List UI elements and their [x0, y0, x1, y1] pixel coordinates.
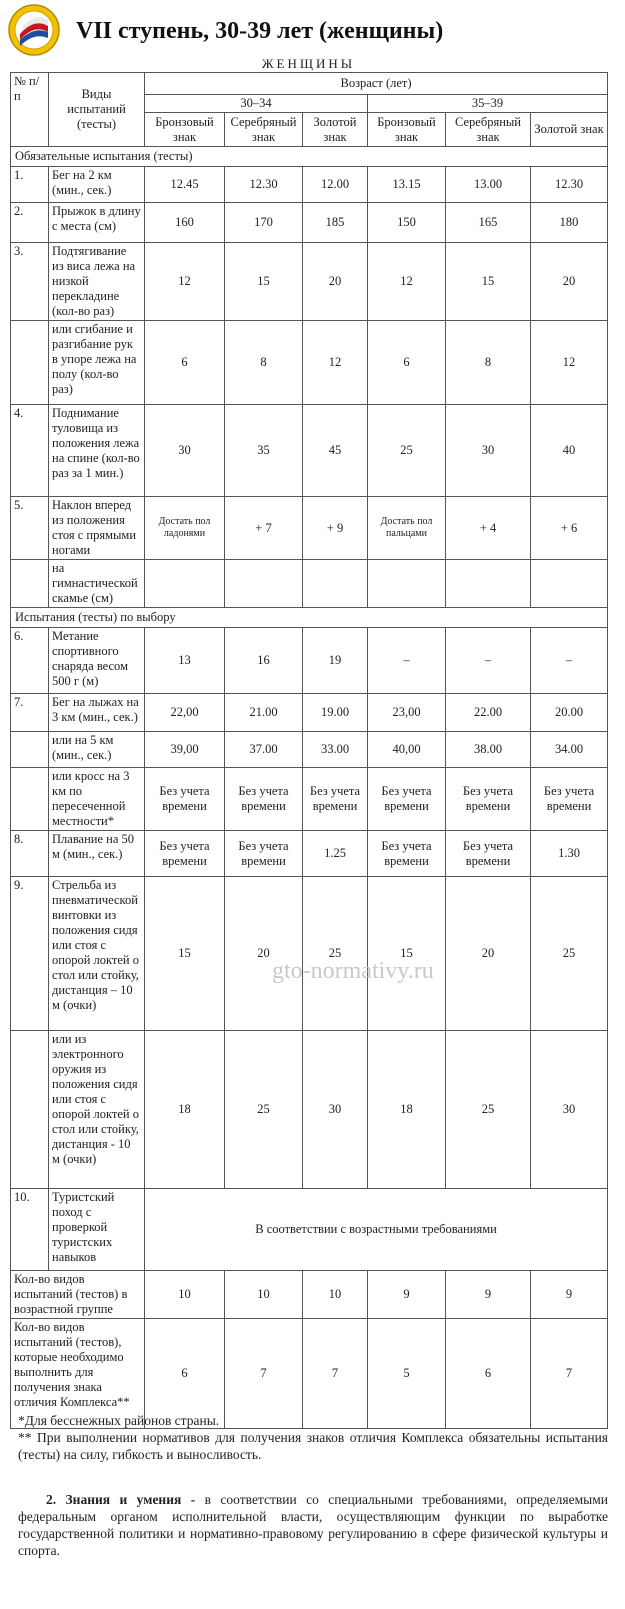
row-number: 8.: [11, 831, 49, 877]
value-cell: 7: [303, 1319, 368, 1429]
table-row: [11, 497, 608, 560]
value-cell: [145, 560, 225, 608]
row-number: 7.: [11, 694, 49, 732]
value-cell: [446, 560, 531, 608]
value-cell: 20: [303, 243, 368, 321]
value-cell: 23,00: [368, 694, 446, 732]
badge-header: Бронзовый знак: [145, 113, 225, 147]
value-cell: 6: [446, 1319, 531, 1429]
table-row: [11, 405, 608, 497]
value-cell: 25: [531, 877, 608, 1031]
value-cell: 180: [531, 203, 608, 243]
value-cell: 25: [368, 405, 446, 497]
value-cell: 30: [446, 405, 531, 497]
value-cell: + 6: [531, 497, 608, 560]
value-cell: 1.25: [303, 831, 368, 877]
value-cell: 13: [145, 628, 225, 694]
value-cell: 19: [303, 628, 368, 694]
value-cell: Без учета времени: [303, 768, 368, 831]
table-row: [11, 831, 608, 877]
value-cell: 30: [303, 1031, 368, 1189]
section-optional: [11, 608, 608, 628]
table-row: [11, 628, 608, 694]
value-cell: 20: [446, 877, 531, 1031]
table-row: [11, 203, 608, 243]
page-title: VII ступень, 30-39 лет (женщины): [76, 18, 444, 44]
value-cell: 22,00: [145, 694, 225, 732]
value-cell: [225, 560, 303, 608]
value-cell: 19.00: [303, 694, 368, 732]
value-cell: [368, 560, 446, 608]
value-cell: Без учета времени: [368, 768, 446, 831]
table-row: [11, 694, 608, 732]
badge-header: Серебряный знак: [225, 113, 303, 147]
value-cell: 25: [303, 877, 368, 1031]
value-cell: 165: [446, 203, 531, 243]
value-cell: 9: [531, 1271, 608, 1319]
value-cell: 22.00: [446, 694, 531, 732]
value-cell: 6: [145, 1319, 225, 1429]
value-cell: [531, 560, 608, 608]
table-row: [11, 1189, 608, 1271]
value-cell: 40: [531, 405, 608, 497]
value-cell: 12.45: [145, 167, 225, 203]
value-cell: 25: [225, 1031, 303, 1189]
value-cell: Без учета времени: [225, 768, 303, 831]
merged-value-cell: В соответствии с возрастными требованиями: [145, 1189, 608, 1271]
value-cell: 160: [145, 203, 225, 243]
test-name: или на 5 км (мин., сек.): [49, 732, 145, 768]
value-cell: 9: [446, 1271, 531, 1319]
value-cell: 185: [303, 203, 368, 243]
value-cell: 25: [446, 1031, 531, 1189]
row-number: 9.: [11, 877, 49, 1031]
test-name: или сгибание и разгибание рук в упоре лежа на полу (кол-во раз): [49, 321, 145, 405]
table-row: [11, 560, 608, 608]
value-cell: 13.15: [368, 167, 446, 203]
value-cell: 8: [225, 321, 303, 405]
table-row: [11, 167, 608, 203]
value-cell: 20: [225, 877, 303, 1031]
value-cell: 8: [446, 321, 531, 405]
value-cell: 6: [368, 321, 446, 405]
section-required-label: Обязательные испытания (тесты): [11, 147, 608, 167]
value-cell: 15: [145, 877, 225, 1031]
table-row: [11, 1031, 608, 1189]
value-cell: Без учета времени: [225, 831, 303, 877]
table-row: [11, 768, 608, 831]
gto-emblem-icon: [8, 4, 60, 56]
value-cell: 5: [368, 1319, 446, 1429]
row-number: 4.: [11, 405, 49, 497]
value-cell: 12.30: [225, 167, 303, 203]
test-name: Прыжок в длину с места (см): [49, 203, 145, 243]
value-cell: 12.00: [303, 167, 368, 203]
test-name: Плавание на 50 м (мин., сек.): [49, 831, 145, 877]
row-number: 1.: [11, 167, 49, 203]
value-cell: Без учета времени: [145, 831, 225, 877]
table-row: [11, 877, 608, 1031]
value-cell: 38.00: [446, 732, 531, 768]
value-cell: 37.00: [225, 732, 303, 768]
value-cell: 1.30: [531, 831, 608, 877]
knowledge-heading: 2. Знания и умения -: [46, 1492, 196, 1507]
row-number: [11, 321, 49, 405]
value-cell: 18: [145, 1031, 225, 1189]
test-name: или кросс на 3 км по пересеченной местности*: [49, 768, 145, 831]
row-number: [11, 560, 49, 608]
section-required: [11, 147, 608, 167]
value-cell: 150: [368, 203, 446, 243]
value-cell: 13.00: [446, 167, 531, 203]
test-name: Бег на 2 км (мин., сек.): [49, 167, 145, 203]
value-cell: 12: [531, 321, 608, 405]
table-row: [11, 1271, 608, 1319]
knowledge-text: в соответствии со специальными требованиями, определяемыми федеральным органом исполнительной власти, осуществляющим функции по выработке государственной политики и нормативно-правовому регулированию в сфере физической культуры и спорта.: [18, 1492, 608, 1558]
value-cell: 35: [225, 405, 303, 497]
value-cell: [303, 560, 368, 608]
row-number: 2.: [11, 203, 49, 243]
knowledge-paragraph: [18, 1491, 608, 1559]
page-header: [0, 0, 625, 60]
value-cell: + 9: [303, 497, 368, 560]
value-cell: 34.00: [531, 732, 608, 768]
test-name: или из электронного оружия из положения сидя или стоя с опорой локтей о стол или стойку, дистанция - 10 м (очки): [49, 1031, 145, 1189]
test-name: Метание спортивного снаряда весом 500 г (м): [49, 628, 145, 694]
table-row: [11, 732, 608, 768]
col-types-header: Виды испытаний (тесты): [49, 73, 145, 147]
value-cell: + 7: [225, 497, 303, 560]
standards-table: [10, 72, 608, 1429]
row-number: 10.: [11, 1189, 49, 1271]
value-cell: 21.00: [225, 694, 303, 732]
value-cell: 12.30: [531, 167, 608, 203]
col-age-header: Возраст (лет): [145, 73, 608, 95]
value-cell: 10: [303, 1271, 368, 1319]
value-cell: 16: [225, 628, 303, 694]
age-group-header: 30–34: [145, 95, 368, 113]
row-number: [11, 1031, 49, 1189]
test-name: Наклон вперед из положения стоя с прямыми ногами: [49, 497, 145, 560]
value-cell: Без учета времени: [446, 768, 531, 831]
age-group-header: 35–39: [368, 95, 608, 113]
value-cell: Без учета времени: [368, 831, 446, 877]
value-cell: 39,00: [145, 732, 225, 768]
footnote-2: ** При выполнении нормативов для получения знаков отличия Комплекса обязательны испытания (тесты) на силу, гибкость и выносливость.: [18, 1430, 608, 1462]
footnote-1: *Для бесснежных районов страны.: [18, 1413, 220, 1428]
value-cell: 30: [145, 405, 225, 497]
value-cell: 7: [225, 1319, 303, 1429]
table-row: [11, 243, 608, 321]
value-cell: Без учета времени: [446, 831, 531, 877]
test-name: Подтягивание из виса лежа на низкой перекладине (кол-во раз): [49, 243, 145, 321]
value-cell: –: [368, 628, 446, 694]
value-cell: –: [446, 628, 531, 694]
test-name: Стрельба из пневматической винтовки из положения сидя или стоя с опорой локтей о стол или стойку, дистанция – 10 м (очки): [49, 877, 145, 1031]
value-cell: –: [531, 628, 608, 694]
value-cell: 12: [368, 243, 446, 321]
badge-header: Золотой знак: [531, 113, 608, 147]
watermark: gto-normativy.ru: [272, 958, 434, 984]
value-cell: 33.00: [303, 732, 368, 768]
table-caption: ЖЕНЩИНЫ: [261, 56, 356, 71]
value-cell: 15: [225, 243, 303, 321]
test-name: Туристский поход с проверкой туристских навыков: [49, 1189, 145, 1271]
value-cell: 7: [531, 1319, 608, 1429]
value-cell: Без учета времени: [531, 768, 608, 831]
value-cell: 9: [368, 1271, 446, 1319]
value-cell: 15: [368, 877, 446, 1031]
value-cell: 30: [531, 1031, 608, 1189]
test-name: Кол-во видов испытаний (тестов), которые необходимо выполнить для получения знака отличия Комплекса**: [11, 1319, 145, 1429]
badge-header: Бронзовый знак: [368, 113, 446, 147]
row-number: 3.: [11, 243, 49, 321]
standards-sheet: [10, 56, 607, 1429]
value-cell: 18: [368, 1031, 446, 1189]
value-cell: Без учета времени: [145, 768, 225, 831]
value-cell: 6: [145, 321, 225, 405]
value-cell: 12: [145, 243, 225, 321]
value-cell: 45: [303, 405, 368, 497]
test-name: Бег на лыжах на 3 км (мин., сек.): [49, 694, 145, 732]
value-cell: 40,00: [368, 732, 446, 768]
table-row: [11, 321, 608, 405]
section-optional-label: Испытания (тесты) по выбору: [11, 608, 608, 628]
value-cell: Достать пол ладонями: [145, 497, 225, 560]
value-cell: + 4: [446, 497, 531, 560]
badge-header: Серебряный знак: [446, 113, 531, 147]
row-number: 5.: [11, 497, 49, 560]
value-cell: Достать пол пальцами: [368, 497, 446, 560]
test-name: Кол-во видов испытаний (тестов) в возрастной группе: [11, 1271, 145, 1319]
value-cell: 10: [145, 1271, 225, 1319]
badge-header: Золотой знак: [303, 113, 368, 147]
row-number: [11, 768, 49, 831]
value-cell: 20: [531, 243, 608, 321]
col-num-header: № п/п: [11, 73, 49, 147]
test-name: Поднимание туловища из положения лежа на спине (кол-во раз за 1 мин.): [49, 405, 145, 497]
value-cell: 20.00: [531, 694, 608, 732]
test-name: на гимнастической скамье (см): [49, 560, 145, 608]
value-cell: 10: [225, 1271, 303, 1319]
value-cell: 170: [225, 203, 303, 243]
row-number: [11, 732, 49, 768]
value-cell: 15: [446, 243, 531, 321]
row-number: 6.: [11, 628, 49, 694]
value-cell: 12: [303, 321, 368, 405]
